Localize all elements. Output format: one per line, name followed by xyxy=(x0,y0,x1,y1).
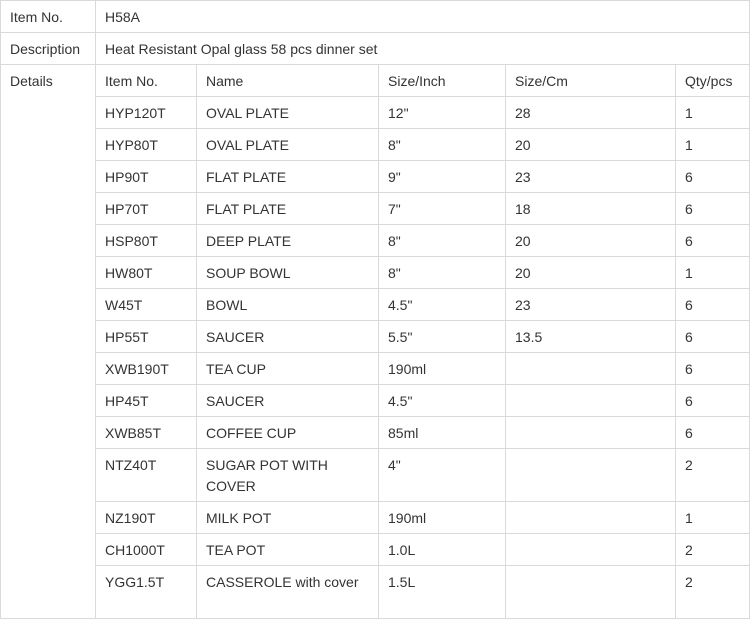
cell-size-cm xyxy=(506,534,676,566)
cell-size-cm: 20 xyxy=(506,225,676,257)
cell-qty: 2 xyxy=(676,534,750,566)
table-row xyxy=(1,129,750,161)
cell-qty: 6 xyxy=(676,289,750,321)
cell-name: SOUP BOWL xyxy=(197,257,379,289)
table-row xyxy=(1,321,750,353)
cell-qty: 6 xyxy=(676,353,750,385)
cell-qty: 1 xyxy=(676,502,750,534)
cell-item-no: HP55T xyxy=(96,321,197,353)
cell-item-no: HYP120T xyxy=(96,97,197,129)
cell-size-inch: 4" xyxy=(379,449,506,502)
cell-size-inch: 8" xyxy=(379,225,506,257)
cell-name: FLAT PLATE xyxy=(197,161,379,193)
cell-qty: 6 xyxy=(676,225,750,257)
table-row xyxy=(1,161,750,193)
cell-qty: 6 xyxy=(676,385,750,417)
cell-size-inch: 5.5" xyxy=(379,321,506,353)
description-value: Heat Resistant Opal glass 58 pcs dinner set xyxy=(96,33,750,65)
cell-qty: 6 xyxy=(676,193,750,225)
cell-qty: 6 xyxy=(676,417,750,449)
details-header-row xyxy=(1,65,750,97)
cell-size-cm: 20 xyxy=(506,257,676,289)
cell-size-inch: 85ml xyxy=(379,417,506,449)
cell-name: TEA CUP xyxy=(197,353,379,385)
cell-size-inch: 12" xyxy=(379,97,506,129)
cell-size-inch: 8" xyxy=(379,257,506,289)
cell-name: MILK POT xyxy=(197,502,379,534)
item-number-label: Item No. xyxy=(1,1,96,33)
cell-item-no: HW80T xyxy=(96,257,197,289)
cell-item-no: HP70T xyxy=(96,193,197,225)
cell-size-inch: 4.5" xyxy=(379,289,506,321)
table-row xyxy=(1,97,750,129)
table-row xyxy=(1,502,750,534)
cell-size-inch: 190ml xyxy=(379,353,506,385)
cell-size-inch: 1.5L xyxy=(379,566,506,619)
cell-size-cm: 20 xyxy=(506,129,676,161)
cell-item-no: NZ190T xyxy=(96,502,197,534)
column-header-name: Name xyxy=(197,65,379,97)
description-label: Description xyxy=(1,33,96,65)
cell-item-no: CH1000T xyxy=(96,534,197,566)
cell-qty: 1 xyxy=(676,257,750,289)
cell-name: BOWL xyxy=(197,289,379,321)
cell-name: COFFEE CUP xyxy=(197,417,379,449)
cell-name: TEA POT xyxy=(197,534,379,566)
cell-qty: 1 xyxy=(676,129,750,161)
table-row xyxy=(1,257,750,289)
cell-name: SAUCER xyxy=(197,385,379,417)
cell-name: FLAT PLATE xyxy=(197,193,379,225)
cell-name: CASSEROLE with cover xyxy=(197,566,379,619)
cell-size-cm: 23 xyxy=(506,289,676,321)
cell-size-inch: 8" xyxy=(379,129,506,161)
cell-name: OVAL PLATE xyxy=(197,129,379,161)
column-header-item-no: Item No. xyxy=(96,65,197,97)
cell-qty: 6 xyxy=(676,161,750,193)
cell-size-cm xyxy=(506,417,676,449)
item-number-value: H58A xyxy=(96,1,750,33)
cell-item-no: YGG1.5T xyxy=(96,566,197,619)
cell-size-cm: 28 xyxy=(506,97,676,129)
cell-qty: 2 xyxy=(676,566,750,619)
cell-item-no: HP90T xyxy=(96,161,197,193)
item-number-row xyxy=(1,1,750,33)
cell-size-cm: 23 xyxy=(506,161,676,193)
table-row xyxy=(1,353,750,385)
cell-item-no: XWB85T xyxy=(96,417,197,449)
table-row xyxy=(1,193,750,225)
table-row xyxy=(1,449,750,502)
column-header-size-inch: Size/Inch xyxy=(379,65,506,97)
cell-size-cm xyxy=(506,353,676,385)
cell-item-no: HYP80T xyxy=(96,129,197,161)
table-row xyxy=(1,534,750,566)
cell-item-no: NTZ40T xyxy=(96,449,197,502)
table-row xyxy=(1,385,750,417)
cell-size-cm: 13.5 xyxy=(506,321,676,353)
column-header-size-cm: Size/Cm xyxy=(506,65,676,97)
table-row xyxy=(1,225,750,257)
cell-name: SAUCER xyxy=(197,321,379,353)
cell-size-cm xyxy=(506,502,676,534)
cell-size-cm xyxy=(506,566,676,619)
column-header-qty: Qty/pcs xyxy=(676,65,750,97)
cell-item-no: HP45T xyxy=(96,385,197,417)
cell-qty: 1 xyxy=(676,97,750,129)
description-row xyxy=(1,33,750,65)
cell-size-inch: 190ml xyxy=(379,502,506,534)
cell-size-inch: 1.0L xyxy=(379,534,506,566)
table-row xyxy=(1,417,750,449)
cell-size-inch: 9" xyxy=(379,161,506,193)
cell-name: SUGAR POT WITH COVER xyxy=(197,449,379,502)
cell-size-cm xyxy=(506,385,676,417)
cell-item-no: XWB190T xyxy=(96,353,197,385)
cell-name: OVAL PLATE xyxy=(197,97,379,129)
cell-item-no: HSP80T xyxy=(96,225,197,257)
cell-qty: 2 xyxy=(676,449,750,502)
cell-size-cm xyxy=(506,449,676,502)
cell-qty: 6 xyxy=(676,321,750,353)
cell-size-inch: 4.5" xyxy=(379,385,506,417)
table-row xyxy=(1,289,750,321)
cell-size-cm: 18 xyxy=(506,193,676,225)
cell-size-inch: 7" xyxy=(379,193,506,225)
cell-name: DEEP PLATE xyxy=(197,225,379,257)
details-label: Details xyxy=(1,65,96,619)
cell-item-no: W45T xyxy=(96,289,197,321)
table-row xyxy=(1,566,750,619)
